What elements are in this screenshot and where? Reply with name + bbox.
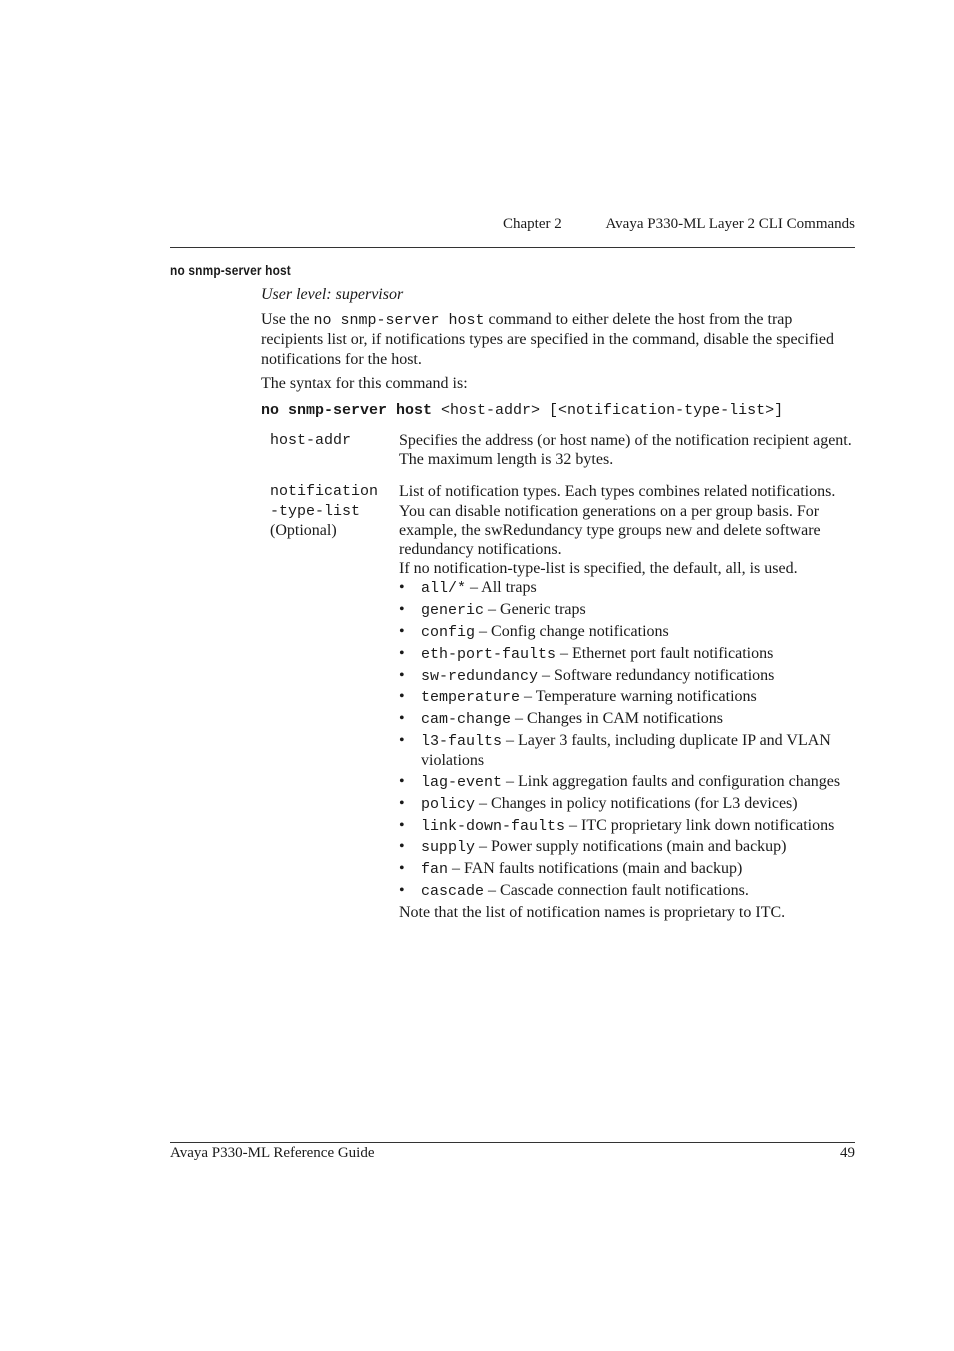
- option-code: sw-redundancy: [421, 667, 539, 685]
- option-code: cascade: [421, 882, 485, 900]
- intro-post: command to either delete the host from the trap recipients list or, if notifications types are specified in the command, disable the specified notifications for the host.: [261, 310, 834, 368]
- param-name-line: notification: [270, 483, 379, 501]
- option-text: – Changes in policy notifications (for L3 devices): [475, 794, 798, 812]
- param-description: Specifies the address (or host name) of the notification recipient agent. The maximum length is 32 bytes.: [399, 432, 852, 469]
- option-code: cam-change: [421, 711, 512, 729]
- option-text: – Cascade connection fault notifications.: [484, 881, 749, 899]
- syntax-intro: The syntax for this command is:: [261, 375, 468, 392]
- param-name: host-addr: [270, 432, 352, 449]
- option-text: – Software redundancy notifications: [538, 666, 775, 684]
- list-item: [399, 687, 854, 707]
- list-item: [399, 644, 854, 664]
- list-item: [399, 837, 854, 857]
- param-row-host-addr: [270, 431, 854, 469]
- param-desc-paragraph: List of notification types. Each types combines related notifications. You can disable notification generations on a per group basis. For example, the swRedundancy type groups new and delete software redundancy notifications.: [399, 483, 836, 559]
- list-item: [399, 709, 854, 729]
- list-item: [399, 731, 854, 770]
- intro-command: no snmp-server host: [313, 311, 485, 329]
- option-code: l3-faults: [421, 733, 503, 750]
- section-body: [261, 285, 853, 420]
- param-optional-label: (Optional): [270, 521, 337, 539]
- param-note: Note that the list of notification names is proprietary to ITC.: [399, 903, 786, 921]
- param-row-notification-type-list: [270, 482, 854, 922]
- option-text: – Layer 3 faults, including duplicate IP and VLAN violations: [421, 732, 831, 770]
- intro-paragraph: [261, 310, 853, 370]
- option-text: – Config change notifications: [475, 623, 669, 641]
- list-item: [399, 794, 854, 814]
- option-text: – FAN faults notifications (main and backup): [448, 860, 743, 878]
- option-text: – Ethernet port fault notifications: [556, 644, 774, 662]
- syntax-line: [261, 399, 853, 421]
- header-chapter: Chapter 2: [503, 216, 562, 232]
- option-code: eth-port-faults: [421, 645, 557, 663]
- option-code: supply: [421, 839, 476, 857]
- option-code: policy: [421, 795, 476, 813]
- footer-guide-title: Avaya P330-ML Reference Guide: [170, 1145, 375, 1161]
- header-title: Avaya P330-ML Layer 2 CLI Commands: [605, 216, 855, 232]
- option-text: – All traps: [466, 579, 537, 597]
- list-item: [399, 772, 854, 792]
- notification-type-list: [399, 578, 854, 901]
- option-text: – Temperature warning notifications: [520, 688, 757, 706]
- list-item: [399, 622, 854, 642]
- list-item: [399, 578, 854, 598]
- list-item: [399, 600, 854, 620]
- option-text: – Changes in CAM notifications: [511, 710, 723, 728]
- option-code: config: [421, 624, 476, 642]
- option-text: – Link aggregation faults and configuration changes: [502, 773, 841, 790]
- page-header: [170, 214, 855, 248]
- param-name: [270, 482, 399, 922]
- option-text: – ITC proprietary link down notifications: [565, 816, 835, 834]
- option-text: – Generic traps: [484, 601, 586, 619]
- list-item: [399, 859, 854, 879]
- param-description: [399, 482, 854, 922]
- option-code: lag-event: [421, 774, 503, 791]
- syntax-command: no snmp-server host: [261, 401, 433, 419]
- option-text: – Power supply notifications (main and backup): [475, 838, 787, 856]
- option-code: all/*: [421, 580, 467, 598]
- intro-pre: Use the: [261, 310, 314, 328]
- option-code: temperature: [421, 689, 521, 707]
- list-item: [399, 666, 854, 686]
- parameter-table: [270, 431, 854, 935]
- option-code: generic: [421, 602, 485, 620]
- list-item: [399, 816, 854, 836]
- user-level: User level: supervisor: [261, 286, 404, 303]
- syntax-args: <host-addr> [<notification-type-list>]: [432, 401, 784, 419]
- list-item: [399, 881, 854, 901]
- param-name-line: -type-list: [270, 502, 361, 520]
- page-number: 49: [840, 1145, 855, 1161]
- option-code: fan: [421, 861, 449, 879]
- param-desc-default: If no notification-type-list is specified, the default, all, is used.: [399, 560, 798, 578]
- section-title: no snmp-server host: [170, 262, 291, 278]
- option-code: link-down-faults: [421, 817, 566, 835]
- page-footer: [170, 1142, 855, 1161]
